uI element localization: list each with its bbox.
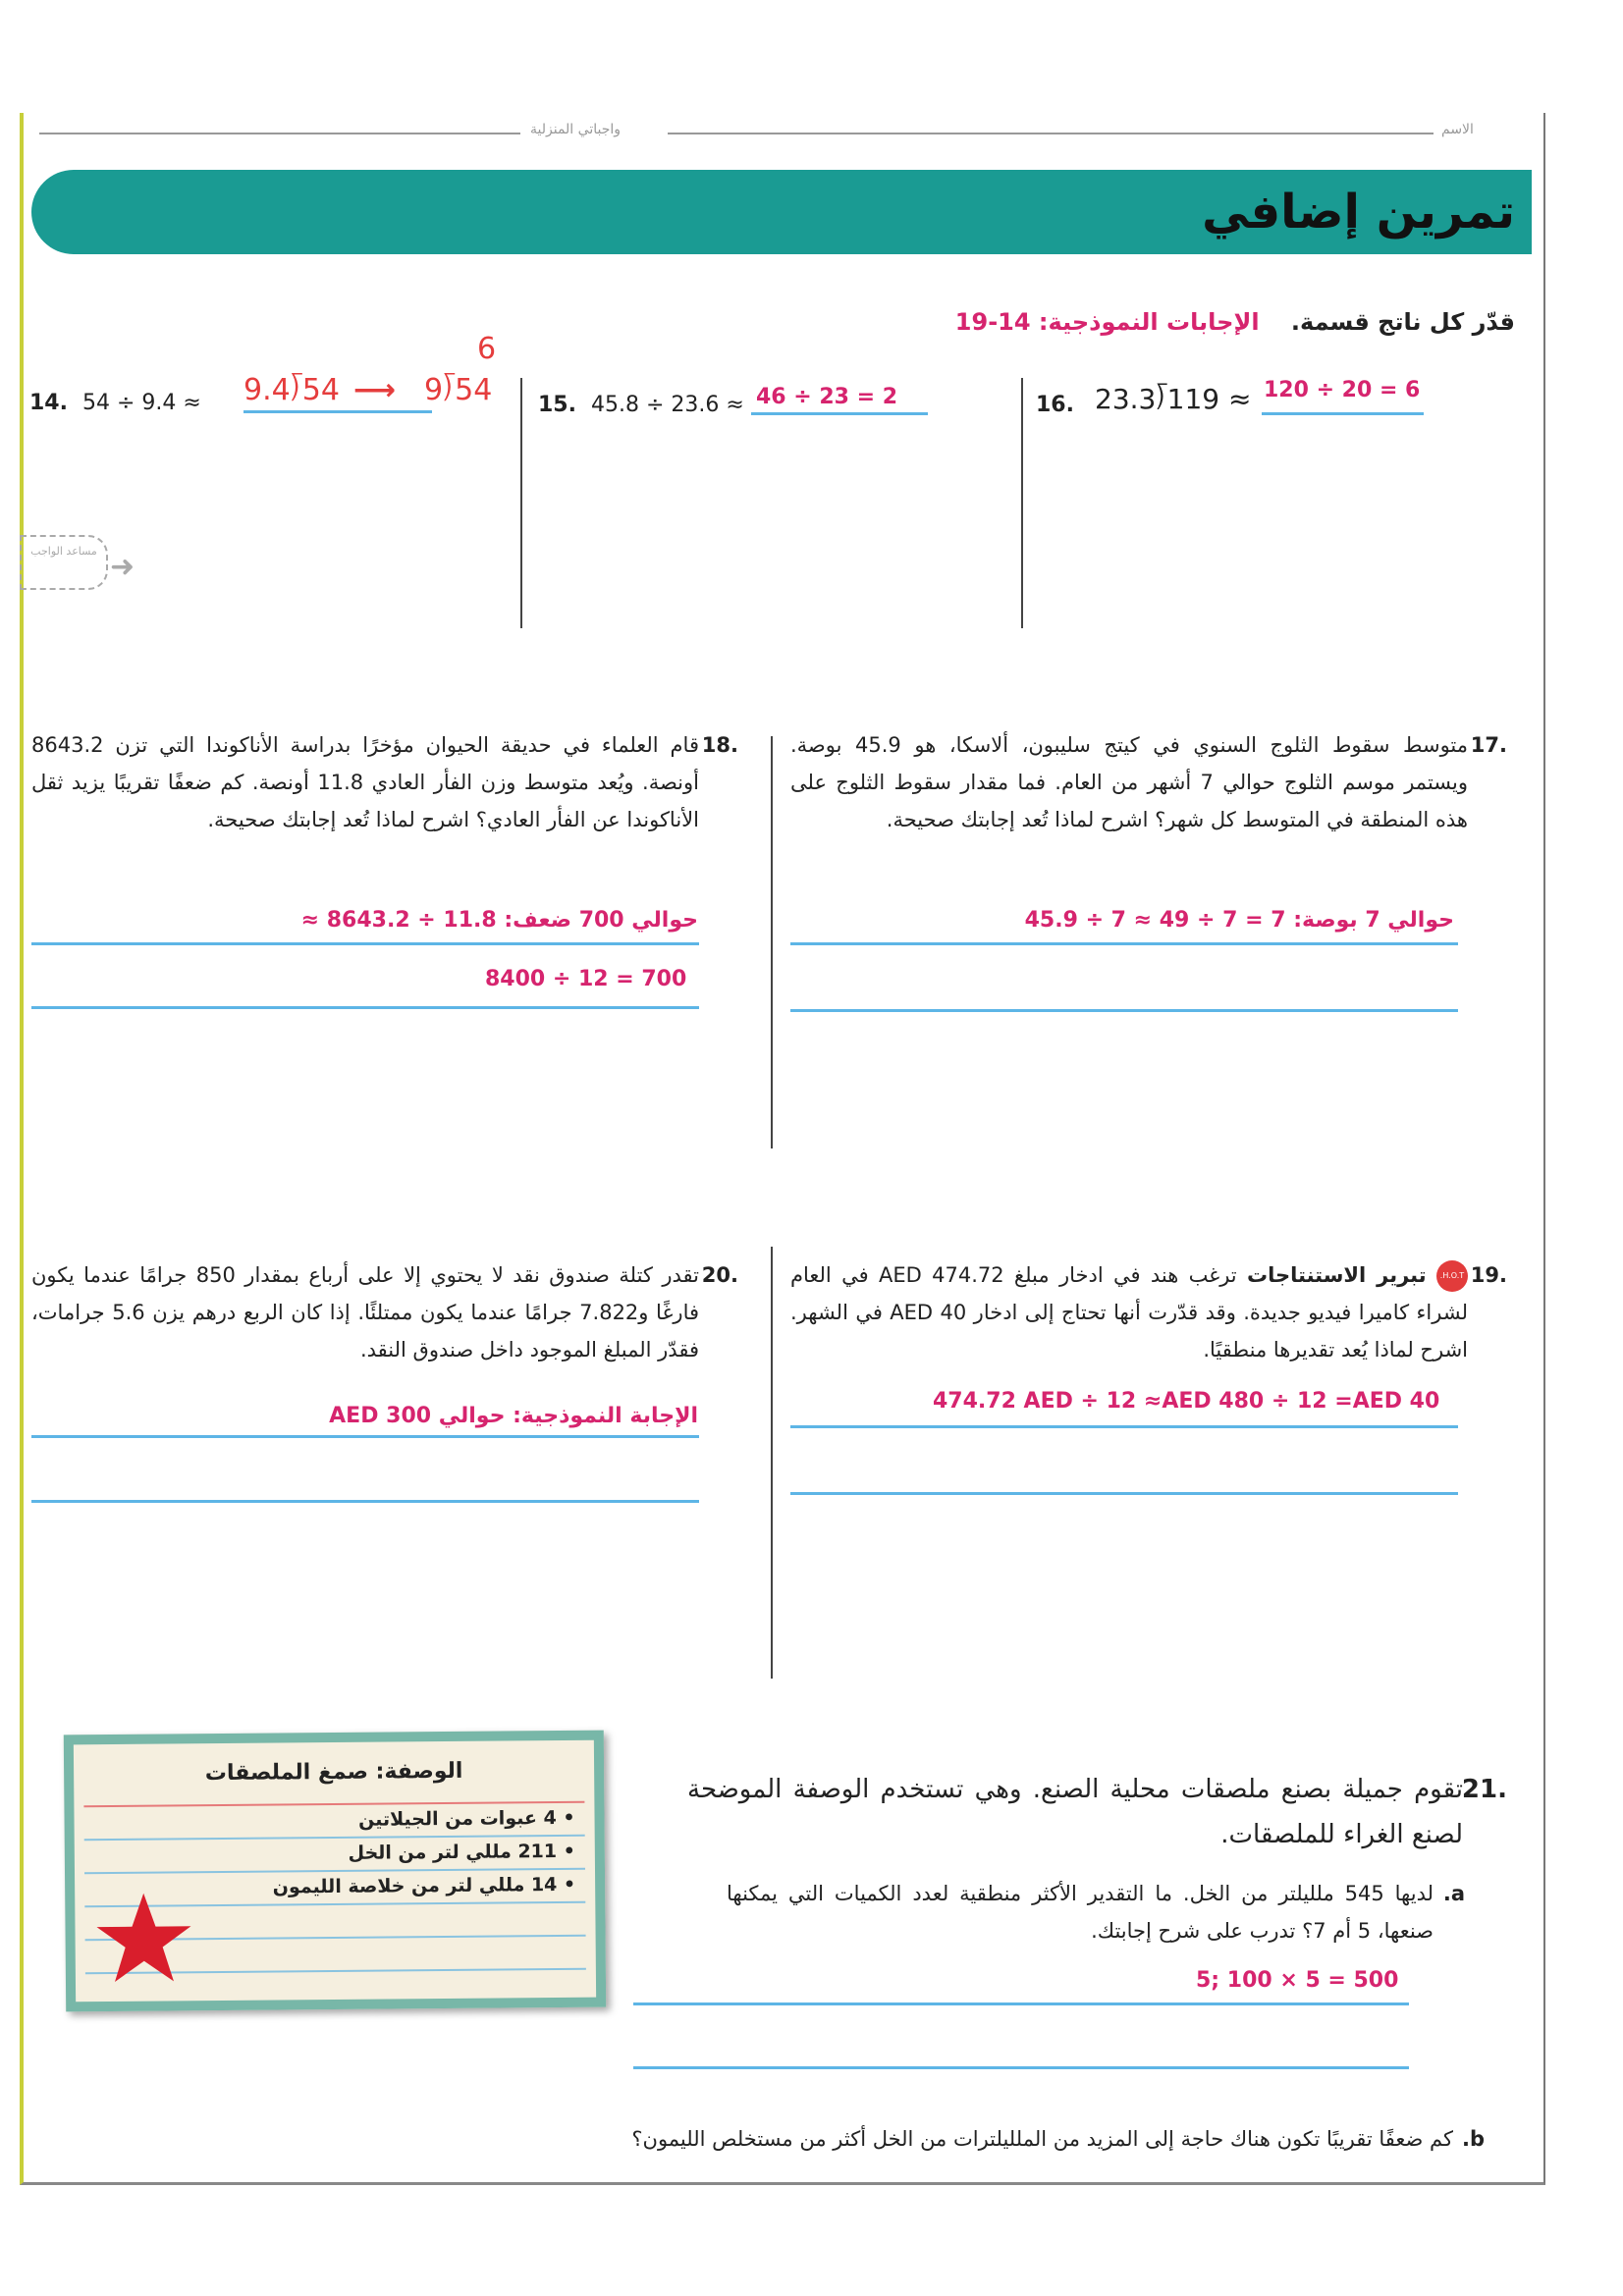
p21a-answer-line [633,2002,1409,2005]
problem-21 [687,1767,1507,1857]
p18-answer-line [31,942,699,945]
p19-answer: 474.72 AED ÷ 12 ≈AED 480 ÷ 12 =AED 40 [933,1389,1440,1414]
recipe-item: • 14 مللي لتر من خلاصة الليمون [272,1873,576,1898]
recipe-rule [84,1868,585,1874]
divider-14-15 [520,378,522,628]
p17-answer: حوالي 7 بوصة: 7 = 7 ÷ 49 ≈ 7 ÷ 45.9 [1024,908,1454,933]
problem-text: ترغب هند في ادخار مبلغ 474.72 AED في العام لشراء كاميرا فيديو جديدة. وقد قدّرت أنها تحتاج إلى ادخار 40 AED في الشهر. اشرح لماذا يُعد تقديرها منطقيًا. [790,1263,1468,1362]
problem-text: تقوم جميلة بصنع ملصقات محلية الصنع. وهي تستخدم الوصفة الموضحة لصنع الغراء للملصقات. [687,1775,1463,1849]
divider-17-18 [771,736,773,1148]
problem-text: متوسط سقوط الثلوج السنوي في كيتج سليبون، ألاسكا، هو 45.9 بوصة. ويستمر موسم الثلوج حوالي 7 أشهر من العام. فما مقدار سقوط الثلوج على هذه المنطقة في المتوسط كل شهر؟ اشرح لماذا تُعد إجابتك صحيحة. [790,733,1469,831]
recipe-item-text: 4 عبوات من الجيلاتين [357,1807,557,1831]
p15-answer: 46 ÷ 23 = 2 [756,385,898,409]
name-label: الاسم [1441,122,1474,137]
problem-18 [31,726,738,838]
p14-quotient: 6 [477,332,497,366]
p15-answer-line [751,412,928,415]
sample-answers-note: الإجابات النموذجية: 14-19 [954,308,1260,336]
arrow-icon: ➜ [110,550,135,584]
problem-17 [790,726,1507,838]
p20-answer: الإجابة النموذجية: حوالي 300 AED [329,1404,698,1428]
p14-work-left: 9.4⟌54 [243,373,340,407]
problem-21a [727,1875,1465,1949]
recipe-card [64,1731,606,2012]
recipe-rule [84,1835,585,1841]
p19-answer-line-2 [790,1492,1458,1495]
problem-text: تقدر كتلة صندوق نقد لا يحتوي إلا على أرباع بمقدار 850 جرامًا عندما يكون فارغًا و7.822 جرامًا عندما يكون ممتلئًا. إذا كان الربع درهم يزن 5.6 جرامات، فقدّر المبلغ الموجود داخل صندوق النقد. [31,1263,700,1362]
problem-number: .18 [701,733,738,757]
part-label: b. [1461,2127,1485,2151]
recipe-item: • 4 عبوات من الجيلاتين [357,1806,575,1831]
problem-16 [1036,393,1074,417]
problem-21b [432,2120,1485,2158]
problem-expression: 54 ÷ 9.4 ≈ [81,391,201,415]
recipe-item-text: 211 مللي لتر من الخل [348,1841,558,1864]
p18-answer-1: حوالي 700 ضعف: 11.8 ÷ 8643.2 ≈ [300,908,698,933]
recipe-item-text: 14 مللي لتر من خلاصة الليمون [272,1874,558,1898]
header-rule-left [39,133,520,134]
p21a-answer-line-2 [633,2066,1409,2069]
problem-number: 15. [538,393,576,417]
recipe-rule [83,1801,584,1807]
side-note-text: مساعد الواجب [30,545,97,558]
page-title: تمرين إضافي [1202,185,1515,240]
problem-19 [790,1256,1507,1368]
problem-number: .19 [1470,1263,1507,1287]
problem-number: .17 [1470,733,1507,757]
p16-answer: 120 ÷ 20 = 6 [1264,378,1421,402]
part-label: a. [1442,1882,1465,1905]
header-rule-mid [668,133,1434,134]
part-text: كم ضعفًا تقريبًا تكون هناك حاجة إلى المزيد من الملليلترات من الخل أكثر من مستخلص الليمون؟ [631,2127,1453,2151]
problem-15 [538,393,744,417]
divider-19-20 [771,1247,773,1679]
instructions [955,308,1515,336]
p18-answer-line-2 [31,1006,699,1009]
p16-answer-line [1262,412,1424,415]
recipe-item: • 211 مللي لتر من الخل [348,1840,575,1864]
recipe-title: الوصفة: صمغ الملصقات [204,1758,463,1787]
divider-15-16 [1021,378,1023,628]
p17-answer-line [790,942,1458,945]
p14-arrow: ⟶ [353,373,397,407]
problem-number: .21 [1461,1775,1507,1804]
problem-20 [31,1256,738,1368]
p14-answer-line [243,410,432,413]
p21a-answer: 5; 100 × 5 = 500 [1196,1968,1399,1993]
problem-number: 14. [29,391,68,415]
p19-answer-line [790,1425,1458,1428]
problem-expression: 45.8 ÷ 23.6 ≈ [590,393,744,417]
p20-answer-line-2 [31,1500,699,1503]
problem-14 [29,391,201,415]
part-text: لديها 545 ملليلتر من الخل. ما التقدير الأكثر منطقية لعدد الكميات التي يمكنها صنعها، 5 أم 7؟ تدرب على شرح إجابتك. [727,1882,1434,1943]
problem-text: قام العلماء في حديقة الحيوان مؤخرًا بدراسة الأناكوندا التي تزن 8643.2 أونصة. ويُعد متوسط وزن الفأر العادي 11.8 أونصة. كم ضعفًا تقريبًا يزيد ثقل الأناكوندا عن الفأر العادي؟ اشرح لماذا تُعد إجابتك صحيحة. [31,733,699,831]
problem-number: .20 [701,1263,738,1287]
homework-label: واجباتي المنزلية [530,122,622,137]
p16-expression: 23.3⟌119 ≈ [1095,383,1252,415]
hot-badge: H.O.T. [1436,1260,1468,1292]
p18-answer-2: 8400 ÷ 12 = 700 [485,967,687,991]
p17-answer-line-2 [790,1009,1458,1012]
instructions-text: قدّر كل ناتج قسمة. [1290,308,1515,336]
homework-helper-note[interactable] [20,535,108,590]
p14-work-right: 9⟌54 [424,373,493,407]
star-icon [94,1891,193,1985]
p20-answer-line [31,1435,699,1438]
problem-number: 16. [1036,393,1074,417]
problem-title: تبرير الاستنتاجات [1246,1263,1427,1287]
